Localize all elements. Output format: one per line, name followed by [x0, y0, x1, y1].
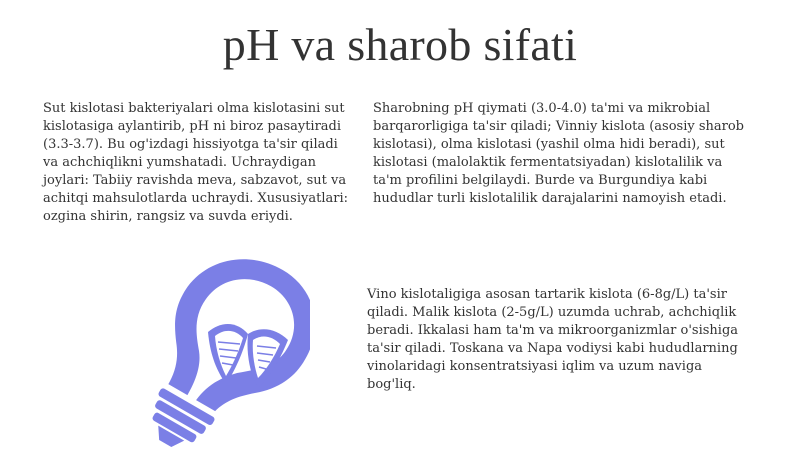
paragraph-left: Sut kislotasi bakteriyalari olma kislotasini sut kislotasiga aylantirib, pH ni biroz pasaytiradi (3.3-3.7). Bu og'izdagi hissiyotga ta'sir qiladi va achchiqlikni yumshatadi. Uchraydigan joylari: Tabiiy ravishda meva, sabzavot, sut va achitqi mahsulotlarda uchraydi. Xususiyatlari: ozgina shirin, rangsiz va suvda eriydi.	[43, 101, 348, 224]
paragraph-right-bottom: Vino kislotaligiga asosan tartarik kislota (6-8g/L) ta'sir qiladi. Malik kislota (2-5g/L) uzumda uchrab, achchiqlik beradi. Ikkalasi ham ta'm va mikroorganizmlar o'sishiga ta'sir qiladi. Toskana va Napa vodiysi kabi hududlarning vinolaridagi konsentratsiyasi iqlim va uzum naviga bog'liq.	[367, 287, 739, 392]
lightbulb-book-icon	[130, 250, 310, 450]
paragraph-right-top: Sharobning pH qiymati (3.0-4.0) ta'mi va mikrobial barqarorligiga ta'sir qiladi; Vinniy kislota (asosiy sharob kislotasi), olma kislotasi (yashil olma hidi beradi), sut kislotasi (malolaktik fermentatsiyadan) kislotalilik va ta'm profilini belgilaydi. Burde va Burgundiya kabi hududlar turli kislotalilik darajalarini namoyish etadi.	[373, 101, 744, 206]
slide-title: pH va sharob sifati	[222, 19, 578, 70]
